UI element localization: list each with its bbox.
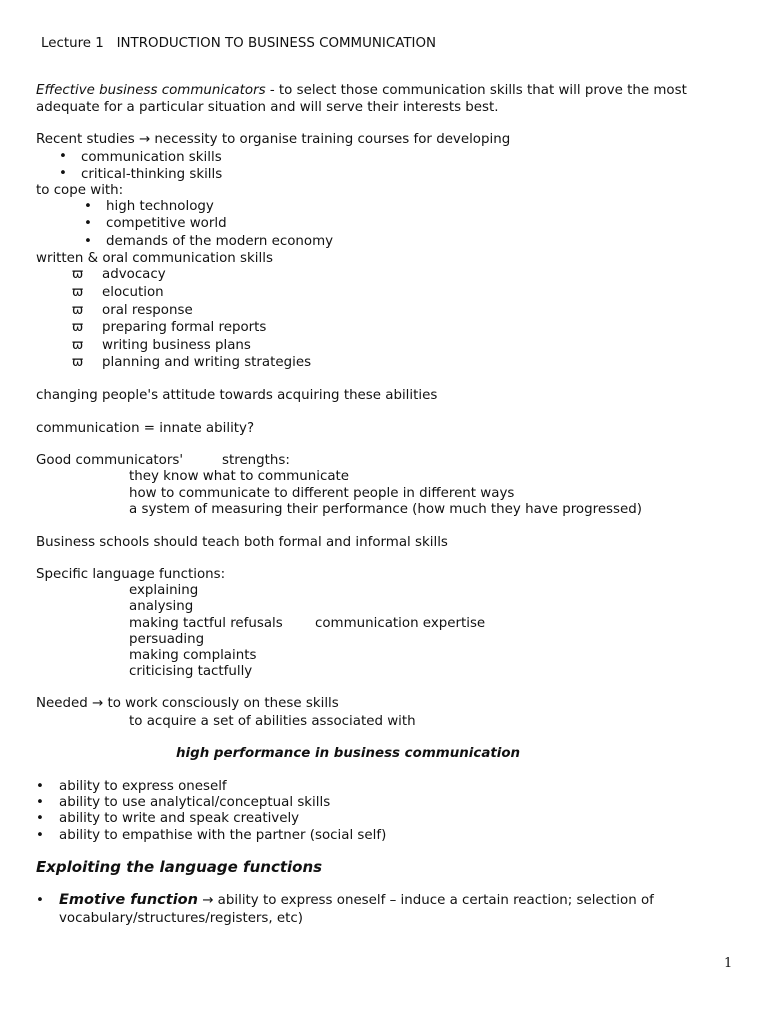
symbol-bullet-icon: ϖ: [72, 338, 84, 353]
lecture-label: Lecture 1: [41, 36, 104, 51]
written-item: writing business plans: [102, 338, 251, 353]
written-item: advocacy: [102, 267, 166, 282]
strengths-label: strengths:: [222, 453, 290, 468]
bullet-icon: •: [36, 828, 44, 843]
cope-item: high technology: [106, 199, 214, 214]
symbol-bullet-icon: ϖ: [72, 267, 84, 282]
symbol-bullet-icon: ϖ: [72, 285, 84, 300]
bullet-icon: •: [36, 893, 44, 908]
cope-label: to cope with:: [36, 183, 124, 198]
emotive-term: Emotive function: [59, 892, 198, 908]
business-schools-line: Business schools should teach both formal and informal skills: [36, 535, 448, 550]
ability-item: ability to empathise with the partner (social self): [59, 828, 387, 843]
symbol-bullet-icon: ϖ: [72, 320, 84, 335]
strength-item: they know what to communicate: [129, 469, 350, 484]
high-performance-heading: high performance in business communication: [176, 746, 521, 761]
function-item: making tactful refusals: [129, 616, 283, 631]
bullet-icon: •: [84, 199, 92, 214]
intro-line-2: adequate for a particular situation and will serve their interests best.: [36, 100, 499, 115]
bullet-icon: •: [59, 149, 67, 164]
good-communicators-label: Good communicators': [36, 453, 184, 468]
ability-item: ability to use analytical/conceptual skills: [59, 795, 331, 810]
needed-line: Needed → to work consciously on these skills: [36, 696, 339, 711]
changing-line: changing people's attitude towards acquiring these abilities: [36, 388, 438, 403]
function-item: making complaints: [129, 648, 257, 663]
bullet-icon: •: [84, 216, 92, 231]
strength-item: how to communicate to different people in different ways: [129, 486, 515, 501]
page-title: INTRODUCTION TO BUSINESS COMMUNICATION: [116, 36, 437, 51]
intro-rest-1: - to select those communication skills that will prove the most: [265, 83, 687, 98]
bullet-icon: •: [84, 234, 92, 249]
ability-item: ability to write and speak creatively: [59, 811, 300, 826]
symbol-bullet-icon: ϖ: [72, 303, 84, 318]
intro-line-1: [36, 82, 687, 99]
ability-item: ability to express oneself: [59, 779, 227, 794]
written-item: preparing formal reports: [102, 320, 267, 335]
written-item: oral response: [102, 303, 193, 318]
needed-line-2: to acquire a set of abilities associated with: [129, 714, 416, 729]
written-oral-label: written & oral communication skills: [36, 251, 273, 266]
emotive-line-2: vocabulary/structures/registers, etc): [59, 911, 303, 926]
specific-functions-label: Specific language functions:: [36, 567, 226, 582]
recent-studies-line: Recent studies → necessity to organise training courses for developing: [36, 132, 511, 147]
innate-line: communication = innate ability?: [36, 421, 255, 436]
function-item: explaining: [129, 583, 199, 598]
function-item: criticising tactfully: [129, 664, 253, 679]
written-item: elocution: [102, 285, 164, 300]
page-number: 1: [724, 956, 733, 971]
bullet-icon: •: [36, 795, 44, 810]
expertise-label: communication expertise: [315, 616, 486, 631]
bullet-icon: •: [59, 166, 67, 181]
exploiting-heading: Exploiting the language functions: [36, 858, 323, 876]
function-item: persuading: [129, 632, 205, 647]
bullet-icon: •: [36, 779, 44, 794]
bullet-icon: •: [36, 811, 44, 826]
cope-item: competitive world: [106, 216, 227, 231]
cope-item: demands of the modern economy: [106, 234, 334, 249]
emotive-line-1: [59, 892, 654, 909]
skill-item: critical-thinking skills: [81, 167, 223, 182]
symbol-bullet-icon: ϖ: [72, 355, 84, 370]
function-item: analysing: [129, 599, 194, 614]
written-item: planning and writing strategies: [102, 355, 312, 370]
skill-item: communication skills: [81, 150, 222, 165]
emotive-rest-1: → ability to express oneself – induce a certain reaction; selection of: [197, 893, 654, 908]
strength-item: a system of measuring their performance (how much they have progressed): [129, 502, 642, 517]
intro-term: Effective business communicators: [36, 83, 266, 98]
heading: [41, 35, 436, 52]
